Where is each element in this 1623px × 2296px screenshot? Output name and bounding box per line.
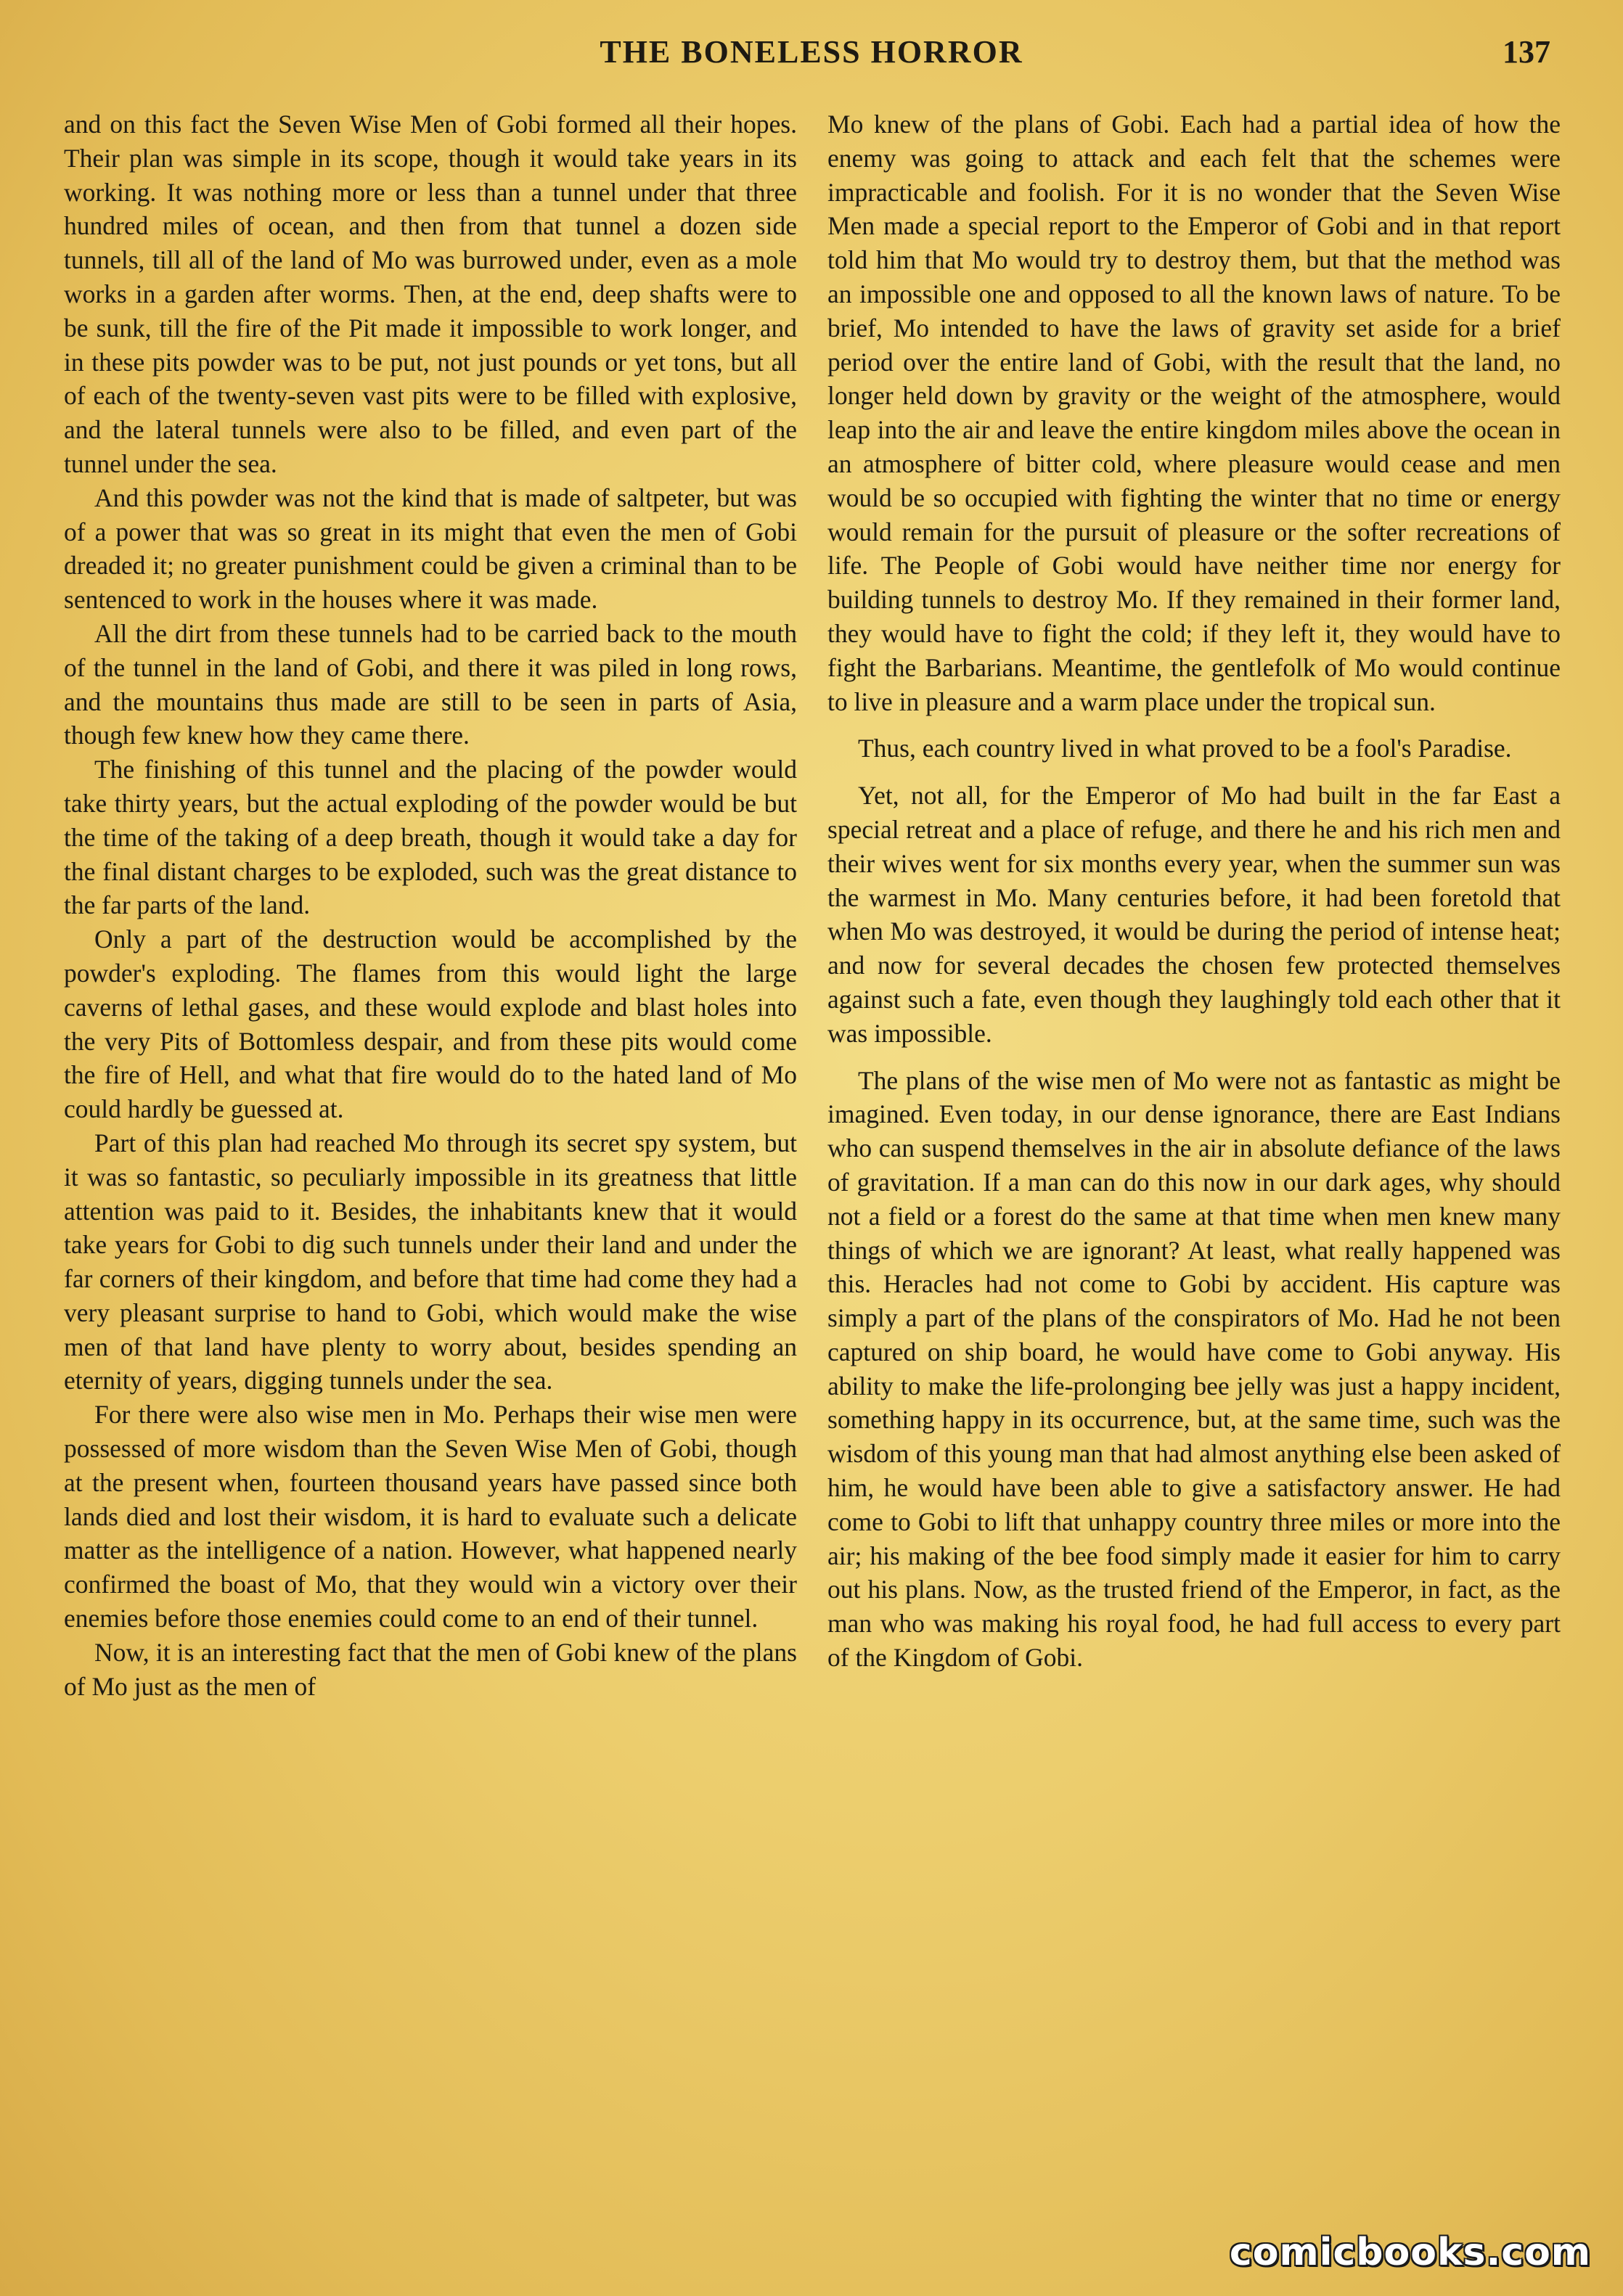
- paragraph: The plans of the wise men of Mo were not as fantastic as might be imagined. Even today, in our dense ignorance, there are East Indians who can suspend themselves in the air in absolute defiance of the laws of gravitation. If a man can do this now in our dark ages, why should not a field or a forest do the same at that time when men knew many things of which we are ignorant? At least, what really happened was this. Heracles had not come to Gobi by accident. His capture was simply a part of the plans of the conspirators of Mo. Had he not been captured on ship board, he would have come to Gobi anyway. His ability to make the life-prolonging bee jelly was just a happy incident, something happy in its occurrence, but, at the same time, such was the wisdom of this young man that had almost anything else been asked of him, he would have been able to give a satisfactory answer. He had come to Gobi to lift that unhappy country three miles or more into the air; his making of the bee food simply made it easier for him to carry out his plans. Now, as the trusted friend of the Emperor, in fact, as the man who was making his royal food, he had full access to every part of the Kingdom of Gobi.: [827, 1065, 1561, 1673]
- chapter-title: THE BONELESS HORROR: [600, 34, 1023, 70]
- paragraph: Only a part of the destruction would be accomplished by the powder's exploding. The flames from this would light the large caverns of lethal gases, and these would explode and blast holes into the very Pits of Bottomless despair, and from these pits would come the fire of Hell, and what that fire would do to the hated land of Mo could hardly be guessed at.: [64, 924, 797, 1124]
- paragraph: Thus, each country lived in what proved to be a fool's Paradise.: [858, 734, 1512, 763]
- paragraph: All the dirt from these tunnels had to be carried back to the mouth of the tunnel in the land of Gobi, and there it was piled in long rows, and the mountains thus made are still to be seen in parts of Asia, though few knew how they came there.: [64, 618, 797, 750]
- paragraph: The finishing of this tunnel and the placing of the powder would take thirty years, but the actual exploding of the powder would be but the time of the taking of a deep breath, though it would take a day for the final distant charges to be exploded, such was the great distance to the far parts of the land.: [64, 755, 797, 920]
- right-column: [827, 107, 1561, 1675]
- paragraph: Yet, not all, for the Emperor of Mo had built in the far East a special retreat and a place of refuge, and there he and his rich men and their wives went for six months every year, when the summer sun was the warmest in Mo. Many centuries before, it had been foretold that when Mo was destroyed, it would be during the period of intense heat; and now for several decades the chosen few protected themselves against such a fate, even though they laughingly told each other that it was impossible.: [827, 781, 1561, 1048]
- paragraph: And this powder was not the kind that is made of saltpeter, but was of a power that was so great in its might that even the men of Gobi dreaded it; no greater punishment could be given a criminal than to be sentenced to work in the houses where it was made.: [64, 483, 797, 615]
- watermark-logo: comicbooks.com: [1229, 2231, 1591, 2274]
- paragraph: and on this fact the Seven Wise Men of Gobi formed all their hopes. Their plan was simple in its scope, though it would take years in its working. It was nothing more or less than a tunnel under that three hundred miles of ocean, and then from that tunnel a dozen side tunnels, till all of the land of Mo was burrowed under, even as a mole works in a garden after worms. Then, at the end, deep shafts were to be sunk, till the fire of the Pit made it impossible to work longer, and in these pits powder was to be put, not just pounds or yet tons, but all of each of the twenty-seven vast pits were to be filled with explosive, and the lateral tunnels were also to be filled, and even part of the tunnel under the sea.: [64, 110, 797, 478]
- page-number: 137: [1503, 34, 1550, 70]
- paragraph: Now, it is an interesting fact that the men of Gobi knew of the plans of Mo just as the men of: [64, 1637, 797, 1701]
- running-header: [0, 30, 1623, 81]
- left-column: [64, 107, 797, 1703]
- paragraph: Mo knew of the plans of Gobi. Each had a partial idea of how the enemy was going to attack and each felt that the schemes were impracticable and foolish. For it is no wonder that the Seven Wise Men made a special report to the Emperor of Gobi and in that report told him that Mo would try to destroy them, but that the method was an impossible one and opposed to all the known laws of nature. To be brief, Mo intended to have the laws of gravity set aside for a brief period over the entire land of Gobi, with the result that the land, no longer held down by gravity or the weight of the atmosphere, would leap into the air and leave the entire kingdom miles above the ocean in an atmosphere of bitter cold, where pleasure would cease and men would be so occupied with fighting the winter that no time or energy would remain for the pursuit of pleasure or the softer recreations of life. The People of Gobi would have neither time nor energy for building tunnels to destroy Mo. If they remained in their former land, they would have to fight the cold; if they left it, they would have to fight the Barbarians. Meantime, the gentlefolk of Mo would continue to live in pleasure and a warm place under the tropical sun.: [827, 110, 1561, 716]
- paragraph: Part of this plan had reached Mo through its secret spy system, but it was so fantastic, so peculiarly impossible in its greatness that little attention was paid to it. Besides, the inhabitants knew that it would take years for Gobi to dig such tunnels under their land and under the far corners of their kingdom, and before that time had come they had a very pleasant surprise to hand to Gobi, which would make the wise men of that land have plenty to worry about, besides spending an eternity of years, digging tunnels under the sea.: [64, 1128, 797, 1395]
- paragraph: For there were also wise men in Mo. Perhaps their wise men were possessed of more wisdom than the Seven Wise Men of Gobi, though at the present when, fourteen thousand years have passed since both lands died and lost their wisdom, it is hard to evaluate such a delicate matter as the intelligence of a nation. However, what happened nearly confirmed the boast of Mo, that they would win a victory over their enemies before those enemies could come to an end of their tunnel.: [64, 1400, 797, 1633]
